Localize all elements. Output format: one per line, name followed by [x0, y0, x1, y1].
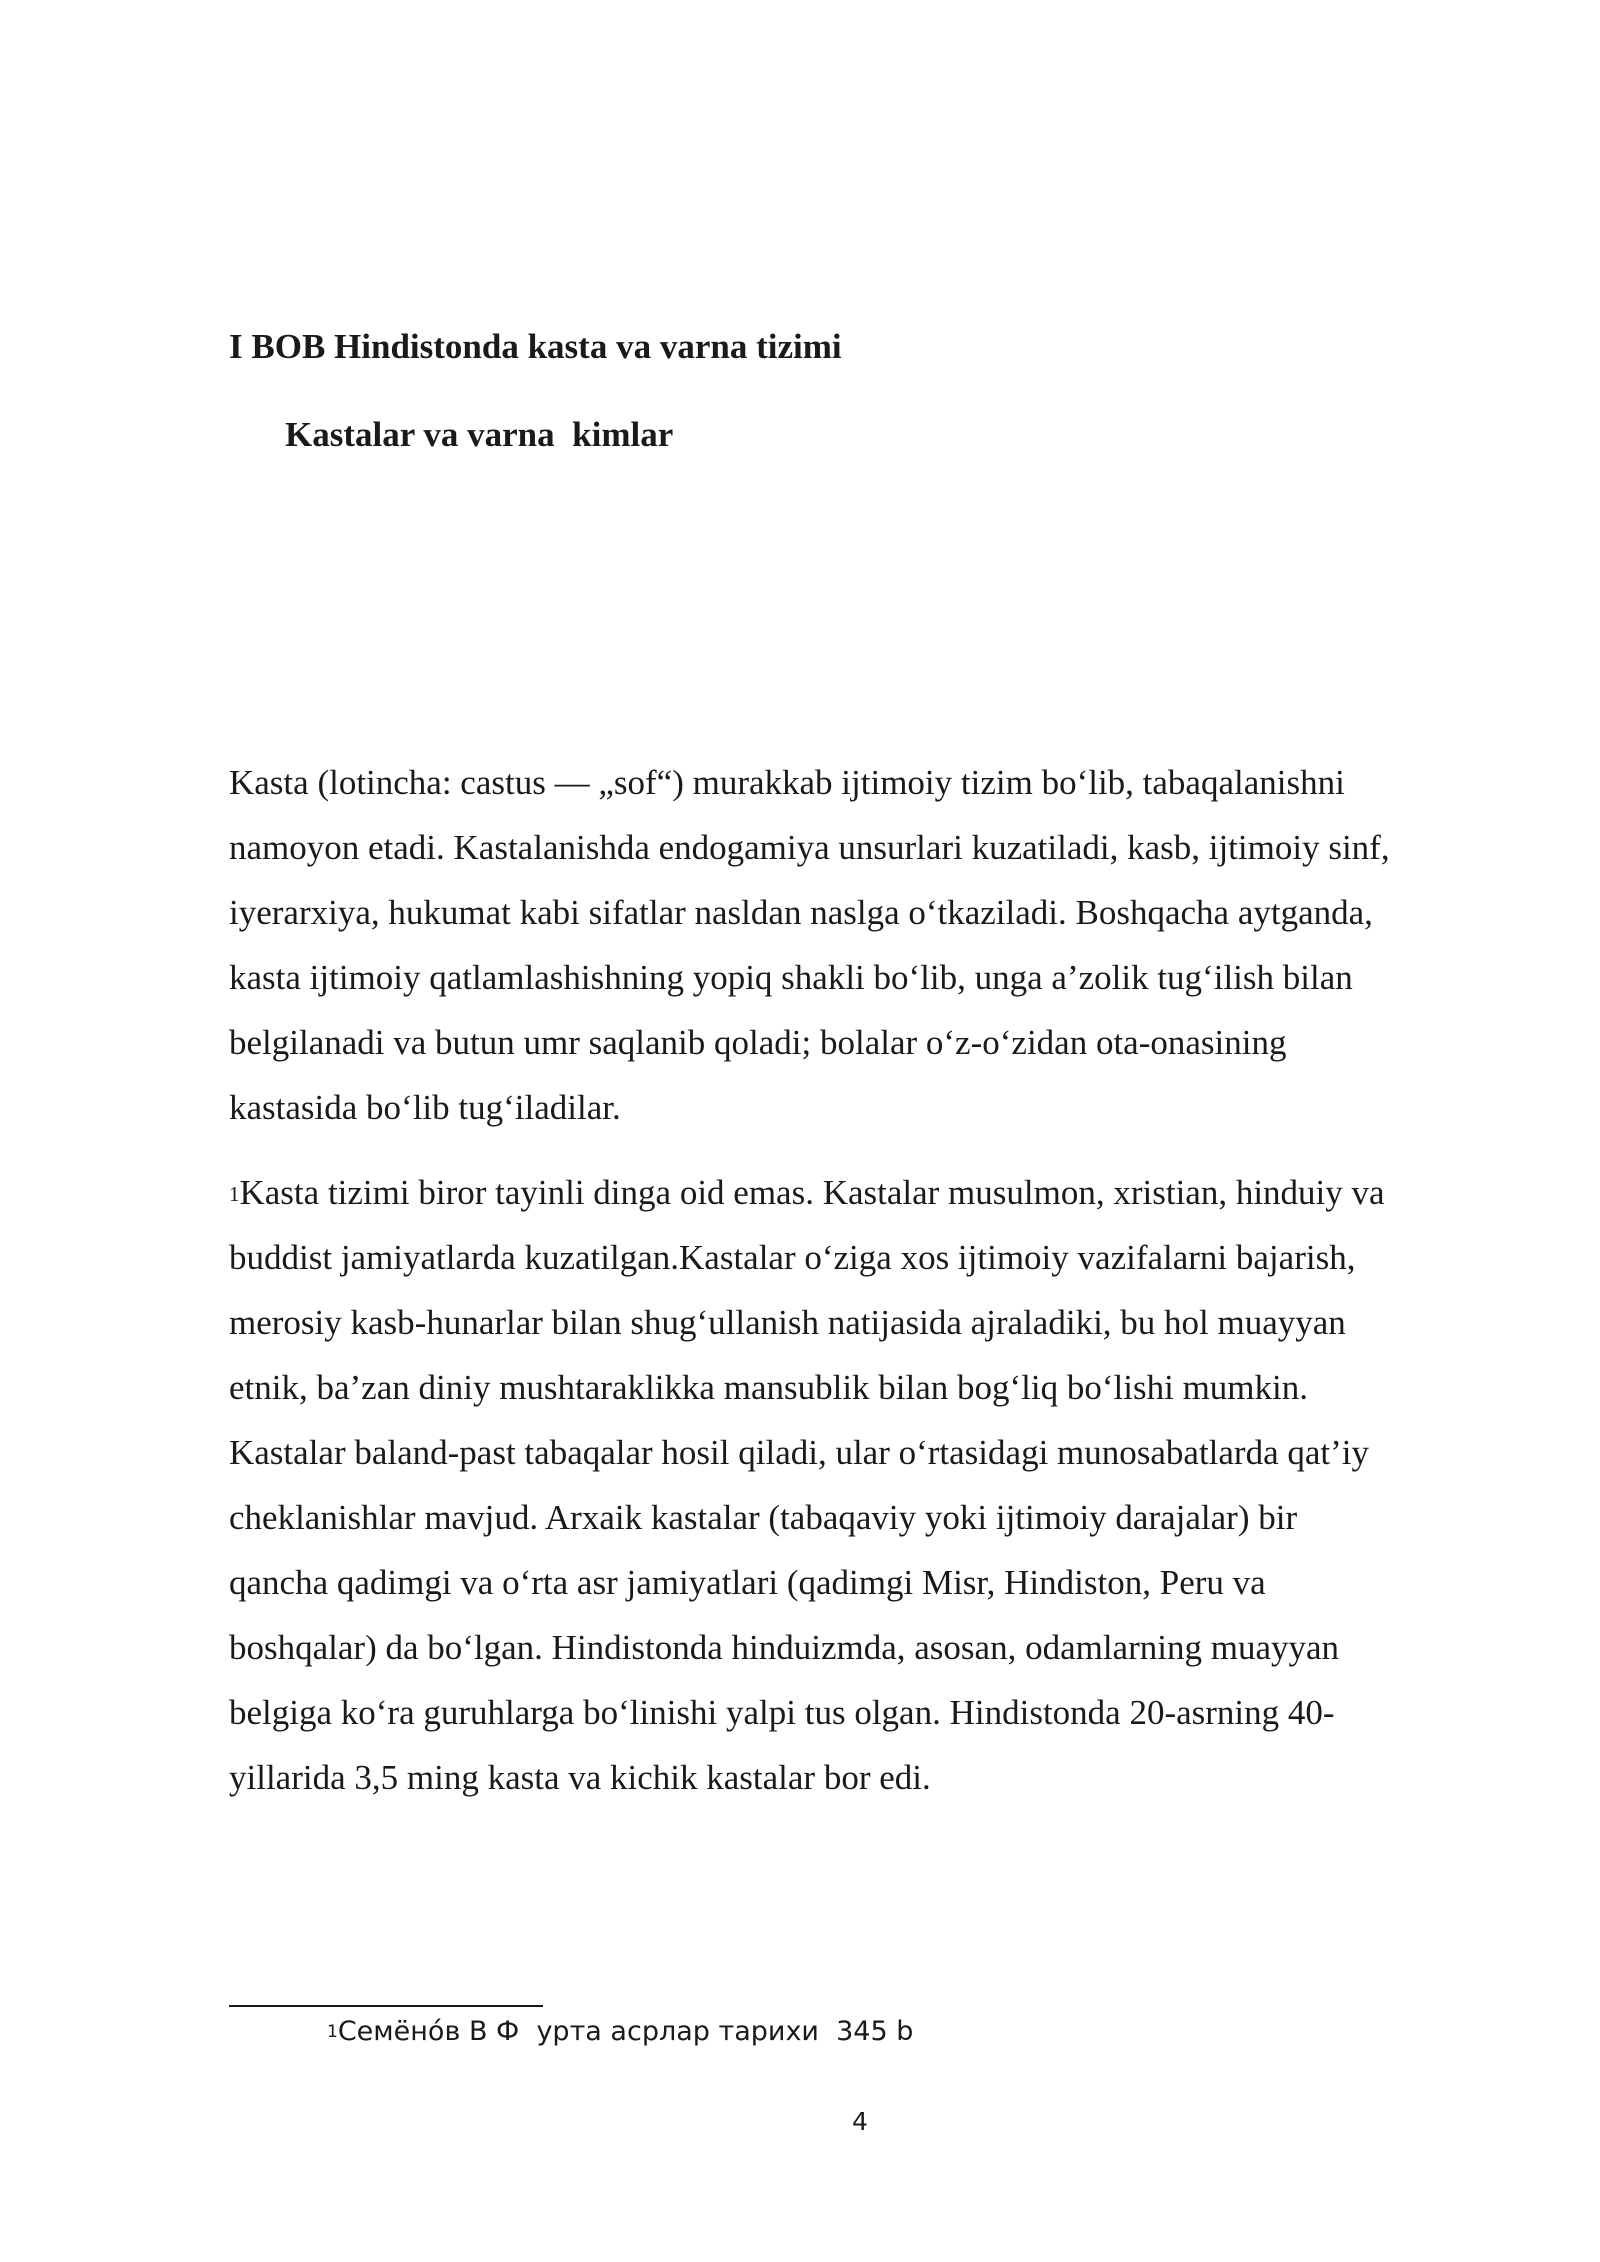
paragraph-line: merosiy kasb-hunarlar bilan shug‘ullanish natijasida ajraladiki, bu hol muayyan — [229, 1303, 1346, 1342]
paragraph-line-first — [229, 1160, 1519, 1225]
paragraph-line: boshqalar) da bo‘lgan. Hindistonda hinduizmda, asosan, odamlarning muayyan — [229, 1628, 1340, 1667]
page-number: 4 — [852, 2107, 868, 2136]
paragraph-line: namoyon etadi. Kastalanishda endogamiya unsurlari kuzatiladi, kasb, ijtimoiy sinf, — [229, 828, 1390, 867]
paragraph-line: etnik, ba’zan diniy mushtaraklikka mansublik bilan bog‘liq bo‘lishi mumkin. — [229, 1368, 1309, 1407]
paragraph-line: kastasida bo‘lib tug‘iladilar. — [229, 1088, 621, 1127]
paragraph-line: belgilanadi va butun umr saqlanib qoladi; bolalar o‘z-o‘zidan ota-onasining — [229, 1023, 1287, 1062]
paragraph-line: qancha qadimgi va o‘rta asr jamiyatlari (qadimgi Misr, Hindiston, Peru va — [229, 1563, 1266, 1602]
footnote-separator — [229, 2005, 543, 2007]
section-title: Kastalar va varna kimlar — [285, 415, 674, 454]
footnote-number: 1 — [327, 2022, 338, 2042]
footnote-reference[interactable]: 1 — [229, 1182, 240, 1206]
paragraph-line-text: Kasta tizimi biror tayinli dinga oid emas. Kastalar musulmon, xristian, hinduiy va — [239, 1173, 1385, 1212]
footnote — [327, 2012, 913, 2052]
paragraph-line: buddist jamiyatlarda kuzatilgan.Kastalar o‘ziga xos ijtimoiy vazifalarni bajarish, — [229, 1238, 1356, 1277]
paragraph-kasta-religion — [229, 1160, 1519, 1810]
paragraph-line: Kasta (lotincha: castus — „sof“) murakkab ijtimoiy tizim bo‘lib, tabaqalanishni — [229, 763, 1345, 802]
chapter-title: I BOB Hindistonda kasta va varna tizimi — [229, 327, 842, 366]
paragraph-line: iyerarxiya, hukumat kabi sifatlar nasldan naslga o‘tkaziladi. Boshqacha aytganda, — [229, 893, 1373, 932]
paragraph-line: cheklanishlar mavjud. Arxaik kastalar (tabaqaviy yoki ijtimoiy darajalar) bir — [229, 1498, 1298, 1537]
footnote-text: Семёно́в В Ф урта асрлар тарихи 345 b — [337, 2016, 914, 2047]
paragraph-line: belgiga ko‘ra guruhlarga bo‘linishi yalpi tus olgan. Hindistonda 20-asrning 40- — [229, 1693, 1335, 1732]
paragraph-line: yillarida 3,5 ming kasta va kichik kastalar bor edi. — [229, 1758, 931, 1797]
paragraph-line: kasta ijtimoiy qatlamlashishning yopiq shakli bo‘lib, unga a’zolik tug‘ilish bilan — [229, 958, 1353, 997]
paragraph-kasta-definition — [229, 750, 1519, 1140]
paragraph-line: Kastalar baland-past tabaqalar hosil qiladi, ular o‘rtasidagi munosabatlarda qat’iy — [229, 1433, 1370, 1472]
